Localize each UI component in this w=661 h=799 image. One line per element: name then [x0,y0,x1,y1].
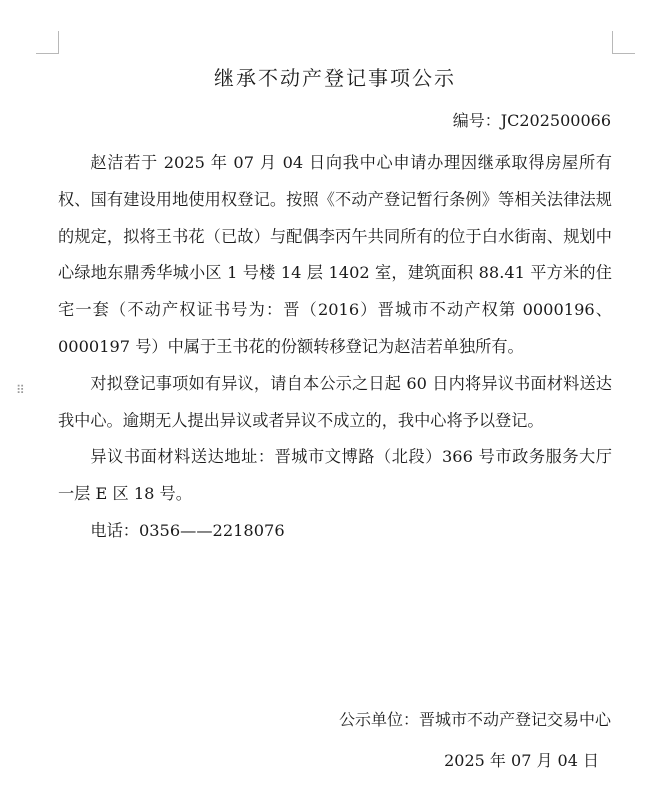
document-number: 编号：JC202500066 [452,111,611,130]
page-corner-mark-top-left [36,31,59,54]
paragraph-address: 异议书面材料送达地址：晋城市文博路（北段）366 号市政务服务大厅一层 E 区 18 号。 [58,447,612,504]
signature-date: 2025 年 07 月 04 日 [444,751,599,770]
paragraph-main: 赵洁若于 2025 年 07 月 04 日向我中心申请办理因继承取得房屋所有权、国有建设用地使用权登记。按照《不动产登记暂行条例》等相关法律法规的规定，拟将王书花（已故）与配偶李丙午共同所有的位于白水街南、规划中心绿地东鼎秀华城小区 1 号楼 14 层 1402 室，建筑面积 88.41 平方米的住宅一套（不动产权证书号为：晋（2016）晋城市不动产权第 0000196、0000197 号）中属于王书花的份额转移登记为赵洁若单独所有。 [58,153,612,356]
page-corner-mark-top-right [612,31,635,54]
document-body [58,145,612,550]
drag-handle-icon[interactable]: ⠿ [16,383,26,397]
document-title: 继承不动产登记事项公示 [214,66,456,90]
paragraph-objection: 对拟登记事项如有异议，请自本公示之日起 60 日内将异议书面材料送达我中心。逾期无人提出异议或者异议不成立的，我中心将予以登记。 [58,373,612,430]
signature-unit: 公示单位：晋城市不动产登记交易中心 [338,710,611,729]
paragraph-phone: 电话：0356——2218076 [90,520,285,540]
